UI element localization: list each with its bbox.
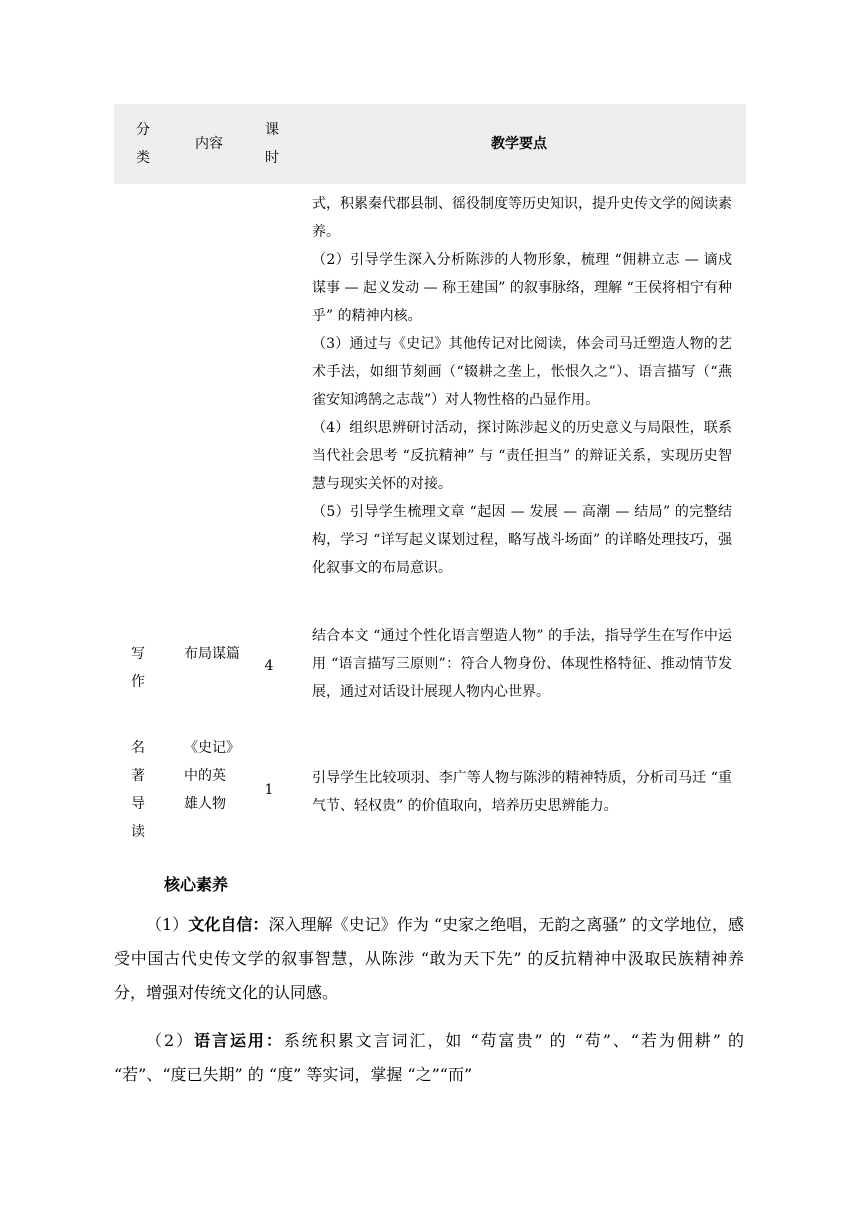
paragraph-label: 语言运用： — [194, 1031, 284, 1050]
point-paragraph: （3）通过与《史记》其他传记对比阅读，体会司马迁塑造人物的艺术手法，如细节刻画（“辍耕之垄上，怅恨久之”）、语言描写（“燕雀安知鸿鹄之志哉”）对人物性格的凸显作用。 — [312, 336, 732, 408]
row-reading-content: 《史记》中的英雄人物 — [184, 740, 233, 812]
header-content: 内容 — [195, 136, 223, 152]
point-paragraph: 式，积累秦代郡县制、徭役制度等历史知识，提升史传文学的阅读素养。 — [312, 196, 732, 240]
row-reading-hours: 1 — [264, 782, 274, 798]
row-writing-points: 结合本文 “通过个性化语言塑造人物” 的手法，指导学生在写作中运用 “语言描写三原则”：符合人物身份、体现性格特征、推动情节发展，通过对话设计展现人物内心世界。 — [312, 628, 732, 700]
header-hours: 课时 — [265, 122, 279, 166]
section-heading: 核心素养 — [164, 875, 229, 894]
category-char: 读 — [131, 824, 145, 840]
paragraph-number: （2） — [146, 1031, 195, 1050]
paragraph-number: （1） — [146, 915, 189, 934]
header-category: 分类 — [136, 122, 150, 166]
literacy-paragraph-2 — [114, 1024, 744, 1092]
row-reading-category — [131, 734, 147, 846]
row-reading-points: 引导学生比较项羽、李广等人物与陈涉的精神特质，分析司马迁 “重气节、轻权贵” 的价值取向，培养历史思辨能力。 — [312, 770, 732, 814]
header-teaching-points: 教学要点 — [491, 136, 547, 152]
paragraph-label: 文化自信： — [188, 915, 269, 934]
category-char: 作 — [131, 674, 145, 690]
literacy-paragraph-1 — [114, 908, 744, 1010]
paragraph-text: 深入理解《史记》作为 “史家之绝唱，无韵之离骚” 的文学地位，感受中国古代史传文学的叙事智慧，从陈涉 “敢为天下先” 的反抗精神中汲取民族精神养分，增强对传统文化的认同感。 — [114, 915, 744, 1002]
continued-teaching-points — [312, 190, 732, 582]
category-char: 写 — [131, 646, 145, 662]
row-writing-category — [131, 640, 147, 696]
point-paragraph: （5）引导学生梳理文章 “起因 — 发展 — 高潮 — 结局” 的完整结构，学习 “详写起义谋划过程，略写战斗场面” 的详略处理技巧，强化叙事文的布局意识。 — [312, 504, 732, 576]
category-char: 名 — [131, 740, 145, 756]
table-header — [114, 104, 746, 184]
point-paragraph: （4）组织思辨研讨活动，探讨陈涉起义的历史意义与局限性，联系当代社会思考 “反抗精神” 与 “责任担当” 的辩证关系，实现历史智慧与现实关怀的对接。 — [312, 420, 732, 492]
paragraph-text: 系统积累文言词汇，如 “苟富贵” 的 “苟”、“若为佣耕” 的 “若”、“度已失期” 的 “度” 等实词，掌握 “之”“而” — [114, 1031, 744, 1084]
point-paragraph: （2）引导学生深入分析陈涉的人物形象，梳理 “佣耕立志 — 谪戍谋事 — 起义发动 — 称王建国” 的叙事脉络，理解 “王侯将相宁有种乎” 的精神内核。 — [312, 252, 732, 324]
category-char: 著 — [131, 768, 145, 784]
row-writing-content: 布局谋篇 — [184, 646, 240, 662]
row-writing-hours: 4 — [264, 658, 274, 674]
category-char: 导 — [131, 796, 145, 812]
